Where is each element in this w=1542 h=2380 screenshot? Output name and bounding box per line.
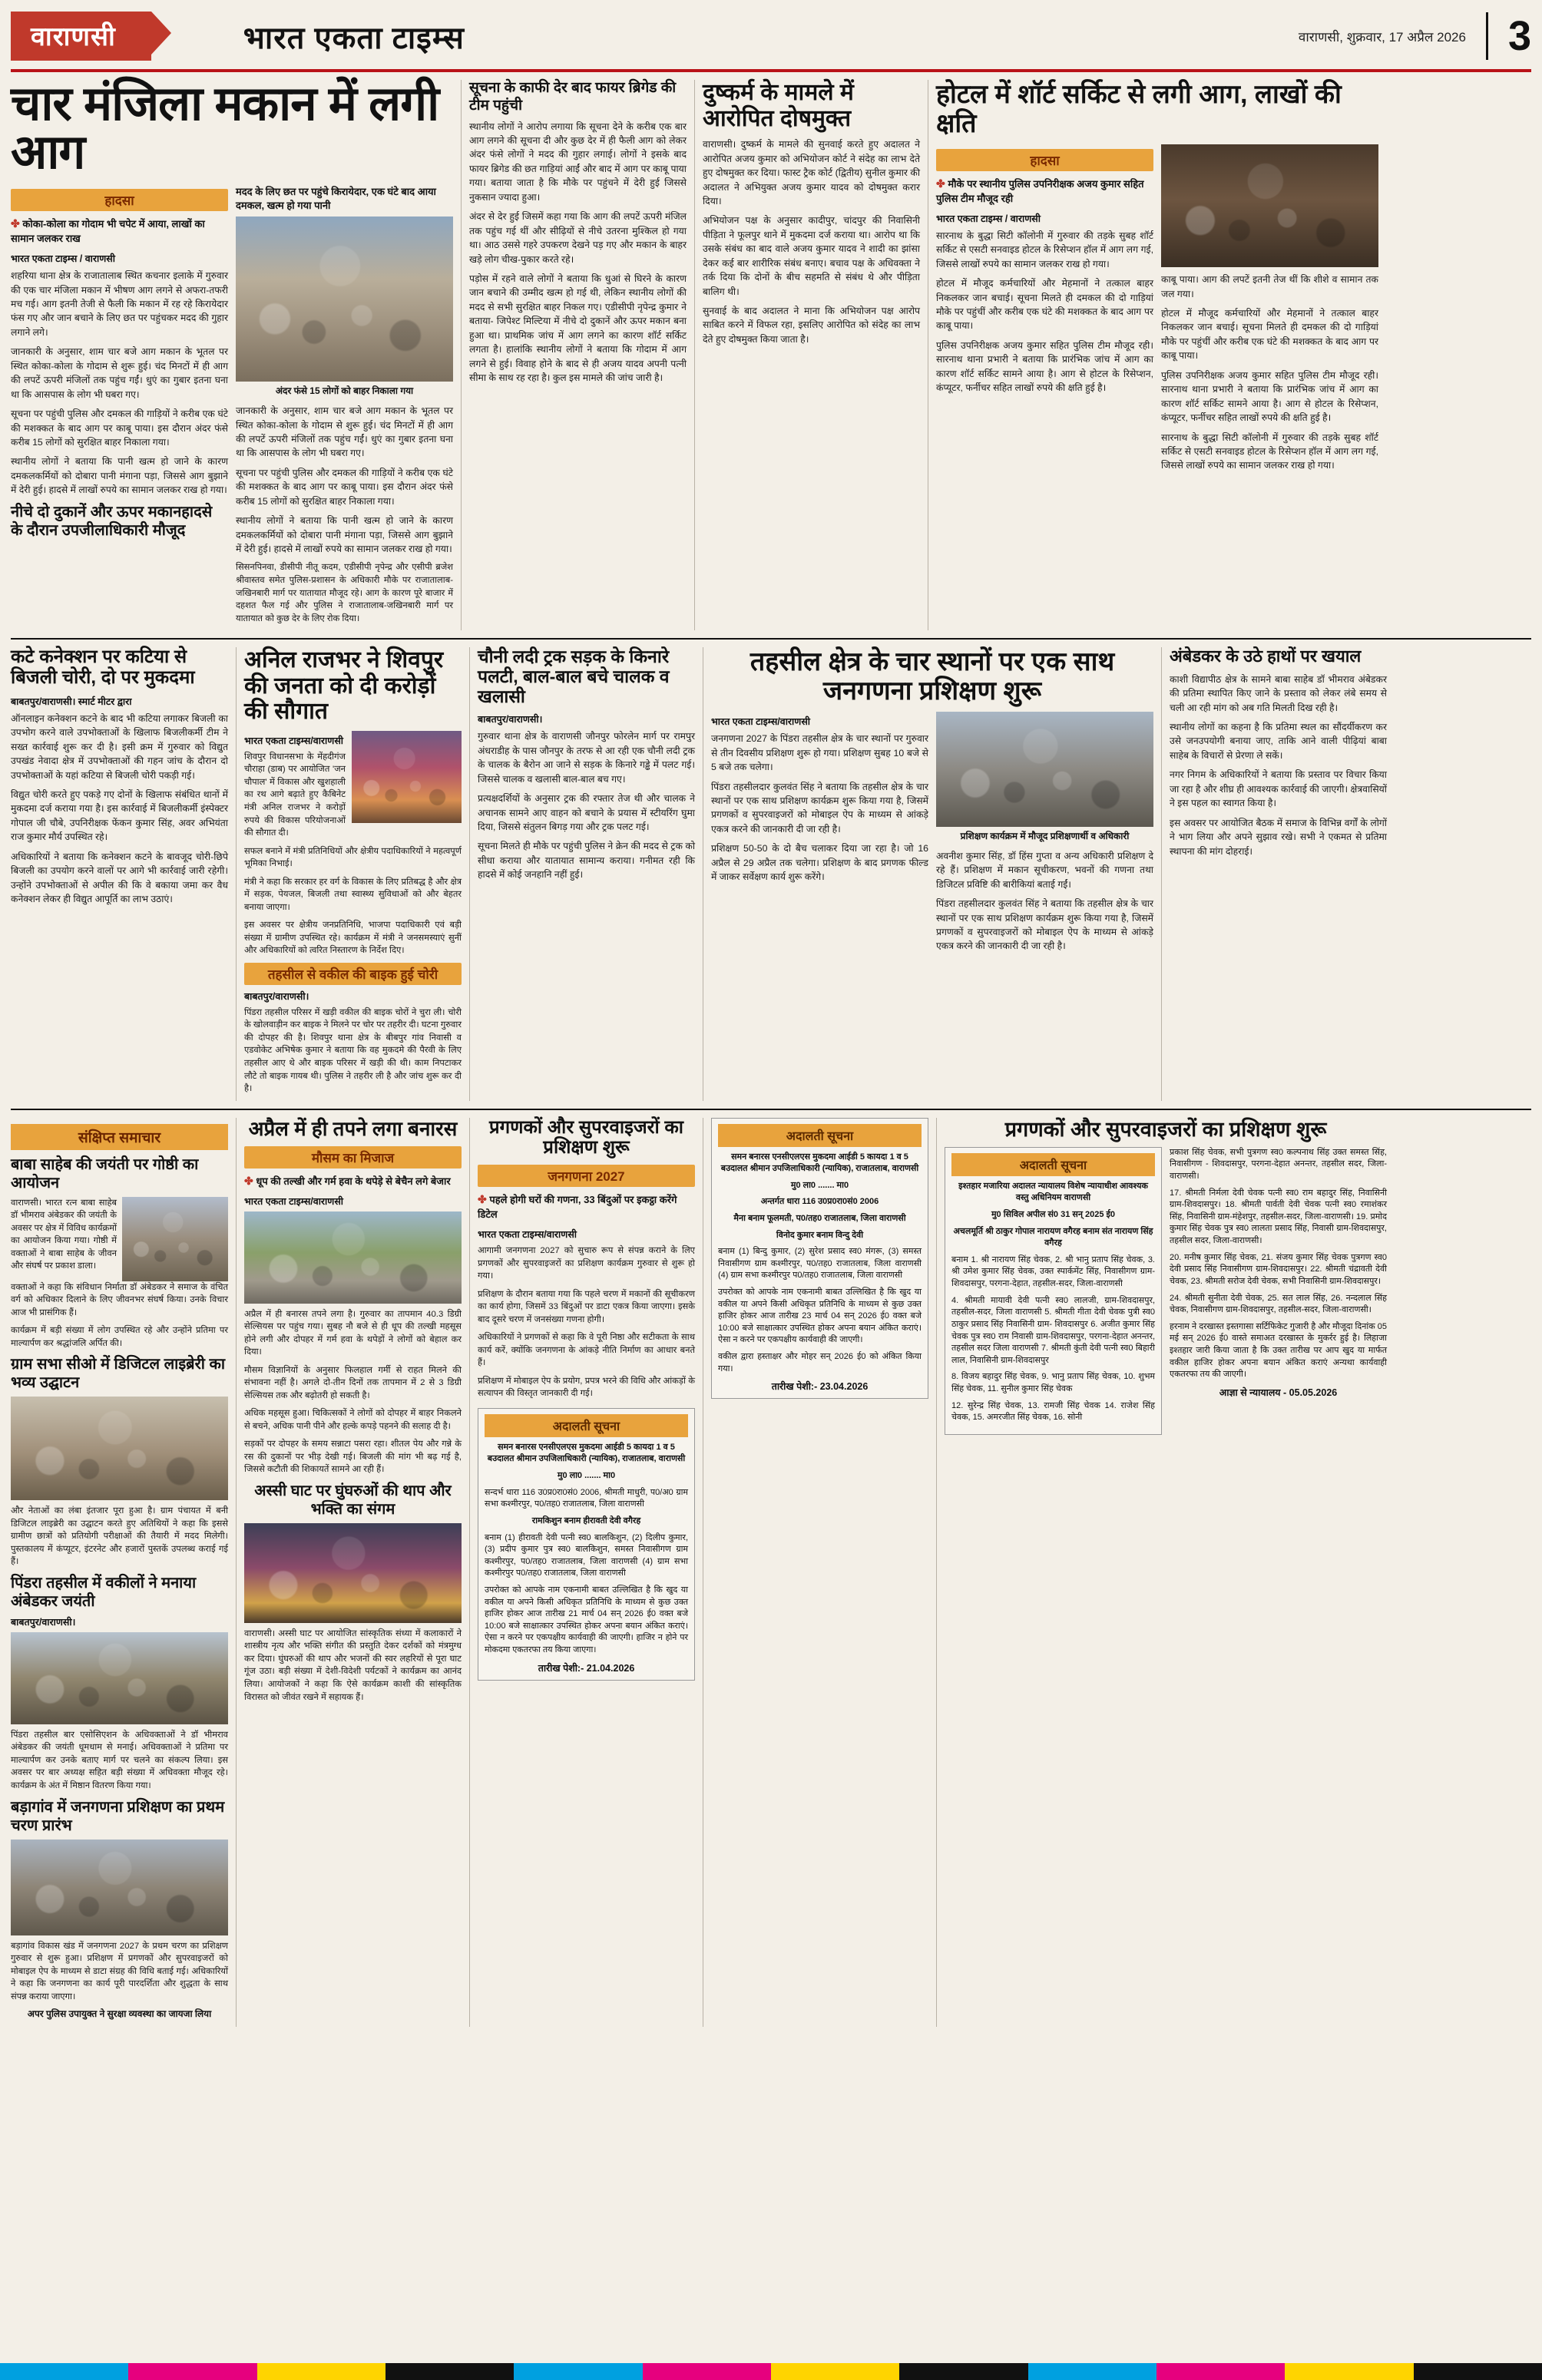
census2-para-1: प्रशिक्षण के दौरान बताया गया कि पहले चरण में मकानों की सूचीकरण का कार्य होगा, जिसमें 33 बिंदुओं पर डाटा एकत्र किया जाएगा। इसके बाद दूसरे चरण में जनसंख्या गणना होगी। [478,1289,695,1324]
notice2-line-4: विनोद कुमार बनाम विन्दु देवी [776,1230,864,1240]
notice3-line-4: 4. श्रीमती मायावी देवी पत्नी स्व0 लालजी, ग्राम-शिवदासपुर, तहसील-सदर, जिला वाराणसी 5. श्रीमती गीता देवी चेवक पुत्री स्व0 ठाकुर प्रसाद सिंह निवासिनी ग्राम- शिवदासपुर 6. अजीत कुमार सिंह चेवक पुत्र स्व0 राम निवासी ग्राम-शिवदासपुर, परगना-देहात अनन्तर, तहसील सदर जिला वाराणसी 7. श्रीमती कुंती देवी पत्नी स्व0 बिहारी लाल, निवासिनी ग्राम-शिवदासपुर [951,1295,1155,1365]
census2-para-3: प्रशिक्षण में मोबाइल ऐप के प्रयोग, प्रपत्र भरने की विधि और आंकड़ों के सत्यापन की विस्तृत जानकारी दी गई। [478,1376,695,1399]
column-divider-4 [236,647,237,1100]
notice-right-para-0: प्रकाश सिंह चेवक, सभी पुत्रगण स्व0 कल्पनाथ सिंह उक्त समस्त सिंह, निवासीगण - शिवदासपुर, परगना-देहात अनन्तर, तहसील सदर, जिला-वाराणसी। [1170,1147,1387,1182]
anil-byline: भारत एकता टाइम्स/वाराणसी [244,735,344,746]
notice2-body [718,1152,922,1376]
brief-news-band: संक्षिप्त समाचार [11,1124,228,1150]
notice1-title: अदालती सूचना [485,1414,688,1437]
hotel-para-2: पुलिस उपनिरीक्षक अजय कुमार सहित पुलिस टीम मौजूद रही। सारनाथ थाना प्रभारी ने बताया कि प्रारंभिक जांच में आग का कारण शॉर्ट सर्किट सामने आया है। आग से होटल के रिसेप्शन, कंप्यूटर, फर्नीचर सहित लाखों रुपये की क्षति हुई है। [936,339,1153,394]
notice1-line-0: समन बनारस एनसीएलएस मुकदमा आईडी 5 कायदा 1 व 5 बउदालत श्रीमान उपजिलाधिकारी (न्यायिक), राजातलाब, वाराणसी [487,1442,686,1464]
census-headline: तहसील क्षेत्र के चार स्थानों पर एक साथ जनगणना प्रशिक्षण शुरू [749,647,1115,706]
theft-para-2: अधिकारियों ने बताया कि कनेक्शन कटने के बावजूद चोरी-छिपे बिजली का उपयोग करने वालों पर आगे भी कार्रवाई जारी रहेगी। उन्होंने उपभोक्ताओं से अपील की कि वे बकाया जमा कर वैध कनेक्शन लेकर ही विद्युत आपूर्ति का लाभ उठाएं। [11,851,228,905]
ambedkar-para-1: स्थानीय लोगों का कहना है कि प्रतिमा स्थल का सौंदर्यीकरण कर उसे जनउपयोगी बनाया जाए, ताकि आने वाली पीढ़ियां बाबा साहेब के विचारों से प्रेरणा ले सकें। [1170,722,1387,761]
notice3-title: अदालती सूचना [951,1153,1155,1176]
column-divider-1 [461,80,462,630]
heat-para-1: मौसम विज्ञानियों के अनुसार फिलहाल गर्मी से राहत मिलने की संभावना नहीं है। अगले दो-तीन दिनों तक तापमान में 2 से 3 डिग्री सेल्सियस तक और बढ़ोतरी हो सकती है। [244,1365,462,1400]
lead-para-0: शहरिया थाना क्षेत्र के राजातालाब स्थित कचनार इलाके में गुरुवार की एक चार मंजिला मकान में भीषण आग लगने से अफरा-तफरी मच गई। आग इतनी तेजी से फैली कि मकान में रह रहे किरायेदार फंस गए और जान बचाने के लिए छत पर पहुंचकर मदद की गुहार लगाने लगे। [11,270,228,338]
bullet-star-icon-2: ✤ [936,177,945,190]
colorbar-seg-8 [899,2363,1027,2380]
hotel-right-para-0: होटल में मौजूद कर्मचारियों और मेहमानों ने तत्काल बाहर निकलकर जान बचाई। सूचना मिलते ही दमकल की दो गाड़ियां मौके पर पहुंचीं और करीब एक घंटे की मशक्कत के बाद आग पर काबू पाया। [1161,308,1378,362]
census2-kicker: जनगणना 2027 [478,1165,695,1187]
lead-right-para-1: सूचना पर पहुंची पुलिस और दमकल की गाड़ियों ने करीब एक घंटे की मशक्कत के बाद आग पर काबू पाया। इस दौरान अंदर फंसे करीब 15 लोगों को सुरक्षित बाहर निकाला गया। [236,467,453,507]
census2-bullet-text: पहले होगी घरों की गणना, 33 बिंदुओं पर इकट्ठा करेंगे डिटेल [478,1194,677,1221]
census2-story [478,1118,695,2027]
notice-right-para-1: 17. श्रीमती निर्मला देवी चेवक पत्नी स्व0 राम बहादुर सिंह, निवासिनी ग्राम-शिवदासपुर। 18. श्रीमती पार्वती देवी चेवक पत्नी स्व0 रमाशंकर सिंह, निवासिनी ग्राम-मंहेशपुर, तहसील-सदर, जिला-वाराणसी। 19. प्रमोद कुमार सिंह चेवक पुत्र स्व0 लालता प्रसाद सिंह, निवासी ग्राम-शिवदासपुर, तहसील सदर, जिला-वाराणसी। [1170,1188,1387,1246]
brief4-para: बड़ागांव विकास खंड में जनगणना 2027 के प्रथम चरण का प्रशिक्षण गुरुवार से शुरू हुआ। प्रशिक्षण में प्रगणकों और सुपरवाइजरों को मोबाइल ऐप के माध्यम से डाटा संग्रह की विधि बताई गई। अधिकारियों ने कहा कि जनगणना का कार्य पूरी पारदर्शिता और शुद्धता के साथ संपन्न कराया जाएगा। [11,1941,228,2002]
lead-para-3: स्थानीय लोगों ने बताया कि पानी खत्म हो जाने के कारण दमकलकर्मियों को दोबारा पानी मंगाना पड़ा, जिससे आग बुझाने में देरी हुई। हादसे में लाखों रुपये का सामान जलकर राख हो गया। [11,456,228,496]
notice-right-para-2: 20. मनीष कुमार सिंह चेवक, 21. संजय कुमार सिंह चेवक पुत्रगण स्व0 देवी प्रसाद सिंह निवासीगण ग्राम-शिवदासपुर। 22. श्रीमती चंद्रावती देवी चेवक, 23. श्रीमती सरोज देवी चेवक, सभी निवासिनी ग्राम-शिवदासपुर। [1170,1252,1387,1286]
lead-photo [236,217,453,382]
anil-headline: अनिल राजभर ने शिवपुर की जनता को दी करोड़ों की सौगात [244,647,444,725]
col3-subhead: सूचना के काफी देर बाद फायर ब्रिगेड की टीम पहुंची [469,80,677,114]
notice3-line-0: इश्तहार मजारिया अदालत न्यायालय विशेष न्यायाधीश आवश्यक वस्तु अधिनियम वाराणसी [958,1181,1148,1203]
brief4-headline: बड़ागांव में जनगणना प्रशिक्षण का प्रथम चरण प्रारंभ [11,1798,225,1834]
lead-bullet-text: कोका-कोला का गोदाम भी चपेट में आया, लाखों का सामान जलकर राख [11,218,205,245]
colorbar-seg-5 [514,2363,642,2380]
anil-para-1: मंत्री ने कहा कि सरकार हर वर्ग के विकास के लिए प्रतिबद्ध है और क्षेत्र में सड़क, पेयजल, बिजली तथा स्वास्थ्य सुविधाओं को और बेहतर बनाया जाएगा। [244,877,462,912]
city-flag: वाराणसी [11,12,151,61]
notice3-col [945,1147,1162,1441]
notice3-line-3: बनाम 1. श्री नारायण सिंह चेवक, 2. श्री भानु प्रताप सिंह चेवक, 3. श्री उमेश कुमार सिंह चेवक, उक्त स्पार्कमेंट सिंह, निवासीगण ग्राम- शिवदासपुर, परगना-देहात, तहसील-सदर, जिला-वाराणसी [951,1254,1155,1289]
dateline: वाराणसी, शुक्रवार, 17 अप्रैल 2026 [1298,29,1466,45]
brief2-headline: ग्राम सभा सीओ में डिजिटल लाइब्रेरी का भव्य उद्घाटन [11,1356,226,1392]
brief1-photo-wrap [122,1197,228,1281]
colorbar-seg-3 [257,2363,386,2380]
heat-byline: भारत एकता टाइम्स/वाराणसी [244,1195,344,1207]
notice-right-para-3: 24. श्रीमती सुनीता देवी चेवक, 25. सत लाल सिंह, 26. नन्दलाल सिंह चेवक, निवासीगण ग्राम-शिवदासपुर, तहसील-सदर, जिला-वाराणसी। [1170,1293,1387,1315]
hotel-photo [1161,144,1378,267]
anil-para-2: इस अवसर पर क्षेत्रीय जनप्रतिनिधि, भाजपा पदाधिकारी एवं बड़ी संख्या में ग्रामीण उपस्थित रहे। कार्यक्रम में मंत्री ने जनसमस्याएं सुनीं और अधिकारियों को त्वरित निस्तारण के निर्देश दिए। [244,921,462,956]
colorbar-seg-9 [1028,2363,1156,2380]
truck-para-1: प्रत्यक्षदर्शियों के अनुसार ट्रक की रफ्तार तेज थी और चालक ने अचानक सामने आए वाहन को बचाने के प्रयास में स्टीयरिंग घुमा दिया, जिससे संतुलन बिगड़ गया और ट्रक पलट गई। [478,793,695,832]
colorbar-seg-11 [1285,2363,1413,2380]
notice2-title: अदालती सूचना [718,1124,922,1147]
lead-right-para-0: जानकारी के अनुसार, शाम चार बजे आग मकान के भूतल पर स्थित कोका-कोला के गोदाम से शुरू हुई। चंद मिनटों में ही आग की लपटें ऊपरी मंजिलों तक पहुंच गईं। धुएं का गुबार इतना घना था कि आसपास के लोग भी घबरा गए। [236,405,453,459]
census-right [936,712,1153,959]
heat-para-2: अधिक महसूस हुआ। चिकित्सकों ने लोगों को दोपहर में बाहर निकलने से बचने, अधिक पानी पीने और हल्के कपड़े पहनने की सलाह दी है। [244,1409,462,1431]
notice1-line-1: मु0 ला0 ....... मा0 [557,1471,616,1481]
ghat-para: वाराणसी। अस्सी घाट पर आयोजित सांस्कृतिक संध्या में कलाकारों ने शास्त्रीय नृत्य और भक्ति संगीत की प्रस्तुति देकर दर्शकों को मंत्रमुग्ध कर दिया। घुंघरुओं की थाप और भजनों की स्वर लहरियों से पूरा घाट गूंज उठा। बड़ी संख्या में देशी-विदेशी पर्यटकों ने कार्यक्रम का आनंद लिया। आयोजकों ने कहा कि ऐसे कार्यक्रम काशी की सांस्कृतिक विरासत को जीवंत रखने में सहायक हैं। [244,1628,462,1702]
colorbar-seg-2 [128,2363,256,2380]
section-rule-2 [11,1109,1531,1110]
lead-subhead: नीचे दो दुकानें और ऊपर मकानहादसे के दौरान उपजीलाधिकारी मौजूद [11,503,213,539]
hotel-para-1: होटल में मौजूद कर्मचारियों और मेहमानों ने तत्काल बाहर निकलकर जान बचाई। सूचना मिलते ही दमकल की दो गाड़ियां मौके पर पहुंचीं और करीब एक घंटे की मशक्कत के बाद आग पर काबू पाया। [936,278,1153,332]
notice3-continued [1170,1147,1387,1381]
lead-para-2: सूचना पर पहुंची पुलिस और दमकल की गाड़ियों ने करीब एक घंटे की मशक्कत के बाद आग पर काबू पाया। इस दौरान अंदर फंसे करीब 15 लोगों को सुरक्षित बाहर निकाला गया। [11,408,228,448]
col3-truck-accident [478,647,695,1100]
census2-para-2: अधिकारियों ने प्रगणकों से कहा कि वे पूरी निष्ठा और सटीकता के साथ कार्य करें, क्योंकि जनगणना के आंकड़े नीति निर्माण का आधार बनते हैं। [478,1333,695,1368]
notice2-line-7: वकील द्वारा हस्ताक्षर और मोहर सन् 2026 ई0 को अंकित किया गया। [718,1352,922,1373]
notice3-line-1: मु0 सिविल अपील सं0 31 सन् 2025 ई0 [991,1210,1116,1220]
brief1-text [11,1197,117,1281]
colorbar-seg-12 [1414,2363,1542,2380]
ambedkar-para-3: इस अवसर पर आयोजित बैठक में समाज के विभिन्न वर्गों के लोगों ने भाग लिया और अपने सुझाव रखे। सभी ने एकमत से प्रतिमा स्थापना की मांग दोहराई। [1170,817,1387,857]
notice-box-1 [478,1408,695,1681]
notice1-date: तारीख पेशी:- 21.04.2026 [538,1662,635,1674]
lead-sub-para: सिसनपिनवा, डीसीपी नीतू कदम, एडीसीपी नृपेन्द्र और एसीपी ब्रजेश श्रीवास्तव समेत पुलिस-प्रशासन के अधिकारी मौके पर राजातालाब-जखिनबारी मार्ग पर यातायात मौजूद रहे। आग के कारण पूरे बाजार में दहशत फैल गई और पुलिस ने राजातालाब-जखिनबारी मार्ग पर यातायात को कुछ देर के लिए रोक दिया। [236,563,453,623]
brief3-photo [11,1632,228,1724]
masthead-divider [1486,12,1488,60]
notice3-body [951,1181,1155,1424]
brief1-para-2: कार्यक्रम में बड़ी संख्या में लोग उपस्थित रहे और उन्होंने प्रतिमा पर माल्यार्पण कर श्रद्धांजलि अर्पित की। [11,1326,228,1348]
notice2-line-1: मु0 ला0 ....... मा0 [790,1180,849,1190]
lead-photo-caption: अंदर फंसे 15 लोगों को बाहर निकाला गया [275,385,414,397]
census-photo-caption: प्रशिक्षण कार्यक्रम में मौजूद प्रशिक्षणार्थी व अधिकारी [960,831,1130,842]
theft-para-1: विद्युत चोरी करते हुए पकड़े गए दोनों के खिलाफ संबंधित थानों में मुकदमा दर्ज कराया गया है। इस कार्रवाई में बिजलीकर्मी इंस्पेक्टर गोपाल जी चौबे, उपनिरीक्षक फेंकन कुमार सिंह, अवर अभियंता राज कुमार मौर्य उपस्थित रहे। [11,789,228,843]
col3-para-1: अंदर से देर हुई जिसमें कहा गया कि आग की लपटें ऊपरी मंजिल तक पहुंच गई थीं और सीढ़ियों से नीचे उतरना मुश्किल हो गया था। आठ उससे गहरे उपकरण देखने पड़ गए और मकान के बाहर खड़े लोग चीख-पुकार करते रहे। [469,211,687,265]
column-divider-2 [694,80,695,630]
brief2-para: और नेताओं का लंबा इंतजार पूरा हुआ है। ग्राम पंचायत में बनी डिजिटल लाइब्रेरी का उद्घाटन करते हुए अतिथियों ने कहा कि इससे ग्रामीण छात्रों को प्रतियोगी परीक्षाओं की तैयारी में मदद मिलेगी। पुस्तकालय में कंप्यूटर, इंटरनेट और हजारों पुस्तकें उपलब्ध कराई गई हैं। [11,1506,228,1567]
brief3-para: पिंडरा तहसील बार एसोसिएशन के अधिवक्ताओं ने डॉ भीमराव अंबेडकर की जयंती धूमधाम से मनाई। अधिवक्ताओं ने प्रतिमा पर माल्यार्पण कर उनके बताए मार्ग पर चलने का संकल्प लिया। इस अवसर पर बार अध्यक्ष सहित बड़ी संख्या में अधिवक्ता मौजूद रहे। कार्यक्रम के अंत में मिष्ठान वितरण किया गया। [11,1730,228,1790]
census-byline: भारत एकता टाइम्स/वाराणसी [711,716,811,728]
truck-headline: चौनी लदी ट्रक सड़क के किनारे पलटी, बाल-बाल बचे चालक व खलासी [478,646,670,706]
ambedkar-para-2: नगर निगम के अधिकारियों ने बताया कि प्रस्ताव पर विचार किया जा रहा है और शीघ्र ही आवश्यक कार्रवाई की जाएगी। क्षेत्रवासियों ने इस पहल का स्वागत किया है। [1170,769,1387,809]
brief3-byline: बाबतपुर/वाराणसी। [11,1616,76,1628]
heat-para-3: सड़कों पर दोपहर के समय सन्नाटा पसरा रहा। शीतल पेय और गन्ने के रस की दुकानों पर भीड़ देखी गई। बिजली की मांग भी बढ़ गई है, जिससे कटौती की शिकायतें सामने आ रही हैं। [244,1440,462,1475]
census-para-2: अवनीश कुमार सिंह, डॉ हिंस गुप्ता व अन्य अधिकारी प्रशिक्षण दे रहे हैं। प्रशिक्षण में मकान सूचीकरण, भवनों की गणना तथा डिजिटल प्रविष्टि की बारीकियां बताई गईं। [936,850,1153,890]
notice2-line-6: उपरोक्त को आपके नाम एकनामी बाबत उल्लिखित है कि खुद या वकील या अपने किसी अधिकृत प्रतिनिधि के माध्यम से कुछ उक्त हाजिर होकर आज तारीख 23 मार्च 04 सन् 2026 ई0 वक्त बजे 10:00 बजे साक्षात्कार उपस्थित होकर अपना बयान अंकित कराएं। ऐसा न करने पर एकपक्षीय कार्यवाही की जाएगी। [718,1288,922,1345]
notice1-line-3: रामकिशुन बनाम हीरावती देवी वगैरह [531,1516,641,1526]
col7-ambedkar-statue [1170,647,1387,1100]
census2-byline: भारत एकता टाइम्स/वाराणसी [478,1229,577,1240]
colorbar-seg-7 [771,2363,899,2380]
notice-column-2 [711,1118,928,2027]
colorbar-seg-6 [643,2363,771,2380]
page-number: 3 [1507,13,1531,59]
hotel-right-para-1: पुलिस उपनिरीक्षक अजय कुमार सहित पुलिस टीम मौजूद रही। सारनाथ थाना प्रभारी ने बताया कि प्रारंभिक जांच में आग का कारण शॉर्ट सर्किट सामने आया है। आग से होटल के रिसेप्शन, कंप्यूटर, फर्नीचर सहित लाखों रुपये की क्षति हुई है। [1161,369,1378,424]
hotel-byline: भारत एकता टाइम्स / वाराणसी [936,213,1041,224]
anil-para-0: शिवपुर विधानसभा के मेंहदीगंज चौराहा (डाब) पर आयोजित 'जन चौपाल' में विकास और खुशहाली का रथ आगे बढ़ाते हुए कैबिनेट मंत्री अनिल राजभर ने करोड़ों रुपये की विकास परियोजनाओं की सौगात दी। [244,752,346,838]
truck-para-0: गुरुवार थाना क्षेत्र के वाराणसी जौनपुर फोरलेन मार्ग पर रामपुर अंधराडीह के पास जौनपुर के तरफ से आ रही एक चौनी लदी ट्रक के चालक के बैरोन आ जाने से सड़क के किनारे गड्ढे में पलट गई। जिससे चालक व खलासी बाल-बाल बच गए। [478,731,695,785]
col3-fire-detail [469,80,687,630]
notice2-line-3: मैना बनाम फूलमती, प0/तह0 राजातलाब, जिला वाराणसी [733,1214,906,1223]
col4-headline: दुष्कर्म के मामले में आरोपित दोषमुक्त [703,80,854,131]
masthead [11,8,1531,72]
notice2-line-0: समन बनारस एनसीएलएस मुकदमा आईडी 5 कायदा 1 व 5 बउदालत श्रीमान उपजिलाधिकारी (न्यायिक), राजातलाब, वाराणसी [720,1152,919,1174]
brief4-caption: अपर पुलिस उपायुक्त ने सुरक्षा व्यवस्था का जायजा लिया [27,2008,212,2020]
hotel-bullets [936,176,1153,207]
heat-story [244,1118,462,2027]
brief2-photo [11,1397,228,1500]
lead-left-col [11,184,228,630]
bottom-right-block [945,1118,1387,2027]
column-divider-9 [469,1118,470,2027]
theft-headline: कटे कनेक्शन पर कटिया से बिजली चोरी, दो पर मुकदमा [11,646,195,688]
bullet-star-icon: ✤ [11,217,20,230]
heat-bullet-text: धूप की तल्खी और गर्म हवा के थपेड़े से बेचैन लगे बेजार [256,1175,451,1187]
lead-para-1: जानकारी के अनुसार, शाम चार बजे आग मकान के भूतल पर स्थित कोका-कोला के गोदाम से शुरू हुई। चंद मिनटों में ही आग की लपटें ऊपरी मंजिलों तक पहुंच गईं। धुएं का गुबार इतना घना था कि आसपास के लोग भी घबरा गए। [11,346,228,400]
brief3-headline: पिंडरा तहसील में वकीलों ने मनाया अंबेडकर जयंती [11,1574,197,1610]
colorbar-seg-1 [0,2363,128,2380]
brief4-photo [11,1840,228,1935]
ghat-photo [244,1523,462,1623]
heat-para-0: अप्रैल में ही बनारस तपने लगा है। गुरुवार का तापमान 40.3 डिग्री सेल्सियस पर पहुंच गया। सुबह नौ बजे से ही धूप की तल्खी महसूस होने लगी और दोपहर में गर्म हवा के थपेड़ों ने लोगों को बेहाल कर दिया। [244,1309,462,1357]
notice3-continued-col [1170,1147,1387,1441]
middle-section [11,647,1531,1100]
bike-theft-kicker: तहसील से वकील की बाइक हुई चोरी [244,963,462,985]
notice3-line-5: 8. विजय बहादुर सिंह चेवक, 9. भानु प्रताप सिंह चेवक, 10. शुभम सिंह चेवक, 11. सुनील कुमार सिंह चेवक [951,1372,1155,1393]
census-para-0: जनगणना 2027 के पिंडरा तहसील क्षेत्र के चार स्थानों पर गुरुवार से तीन दिवसीय प्रशिक्षण शुरू हो गया। प्रशिक्षण सुबह 10 बजे से 5 बजे तक चलेगा। [711,733,928,773]
col4-para-2: सुनवाई के बाद अदालत ने माना कि अभियोजन पक्ष आरोप साबित करने में विफल रहा, इसलिए आरोपित को संदेह का लाभ देते हुए दोषमुक्त किया जाता है। [703,306,920,345]
hotel-photo-caption: काबू पाया। आग की लपटें इतनी तेज थीं कि शीशे व सामान तक जल गया। [1161,274,1378,299]
lead-story [11,80,453,630]
notice1-line-2: सन्दर्भ धारा 116 उ0प्र0रा0सं0 2006, श्रीमती माधुरी, प0/अ0 ग्राम सभा कश्मीरपुर, प0/तह0 राजातलाब, जिला वाराणसी [485,1487,688,1509]
bike-theft-byline: बाबतपुर/वाराणसी। [244,990,309,1002]
bullet-star-icon-4: ✤ [478,1193,487,1206]
lead-right-col [236,184,453,630]
notice1-line-4: बनाम (1) हीरावती देवी पत्नी स्व0 बालकिशुन, (2) दिलीप कुमार, (3) प्रदीप कुमार पुत्र स्व0 बालकिशुन, समस्त निवासीगण ग्राम कश्मीरपुर, प0/तह0 राजातलाब, जिला वाराणसी (4) ग्राम सभा कश्मीरपुर प0/तह0 राजातलाब, जिला वाराणसी [485,1532,688,1578]
col4-census-training [711,647,1153,1100]
brief1-photo [122,1197,228,1281]
hotel-left [936,144,1153,478]
notice1-line-5: उपरोक्त को आपके नाम एकनामी बाबत उल्लिखित है कि खुद या वकील या अपने किसी अधिकृत प्रतिनिधि के माध्यम से कुछ उक्त हाजिर होकर आज तारीख 21 मार्च 04 सन् 2026 ई0 वक्त बजे 10:00 बजे साक्षात्कार उपस्थित होकर अपना बयान अंकित कराएं। ऐसा न करने पर एकपक्षीय कार्यवाही की जाएगी। हाजिर न होने पर मोकदमा एकतरफा तय किया जाएगा। [485,1585,688,1654]
notice2-date: तारीख पेशी:- 23.04.2026 [771,1381,869,1393]
masthead-right [1299,12,1531,60]
heat-bullets [244,1173,462,1189]
heat-headline: अप्रैल में ही तपने लगा बनारस [248,1116,458,1140]
notice1-body [485,1442,688,1657]
notice-right-para-4: हरनाम ने दरखास्त इस्तगासा सर्टिफिकेट गुजारी है और मौजूदा दिनांक 05 मई सन् 2026 ई0 वास्ते समाअत दरखास्त के मुकर्रर हुई है। लिहाजा इश्तहार जारी किया जाता है कि उक्त तारीख पर आप खुद या मार्फत वकील हाजिर होकर अपना बयान अंकित कराएं अन्यथा कार्यवाही एकतरफा तय की जाएगी। [1170,1321,1387,1380]
bullet-star-icon-3: ✤ [244,1174,253,1187]
notice3-line-6: 12. सुरेन्द्र सिंह चेवक, 13. रामजी सिंह चेवक 14. राजेश सिंह चेवक, 15. अमरजीत सिंह चेवक, 16. सोनी [951,1400,1155,1423]
top-section [11,80,1531,630]
anil-text-left [244,731,346,845]
hotel-right-para-2: सारनाथ के बुद्धा सिटी कॉलोनी में गुरुवार की तड़के सुबह शॉर्ट सर्किट से एसटी सनवाइड होटल के रिसेप्शन हॉल में आग लग गई, जिससे लाखों रुपये का सामान जलकर राख हो गया। [1161,431,1378,471]
brief1-headline: बाबा साहेब की जयंती पर गोष्ठी का आयोजन [11,1155,199,1192]
brief1-para-1: वक्ताओं ने कहा कि संविधान निर्माता डॉ अंबेडकर ने समाज के वंचित वर्ग को अधिकार दिलाने के लिए जीवनभर संघर्ष किया। उनके विचार आज भी प्रासंगिक हैं। [11,1282,228,1317]
column-divider-8 [236,1118,237,2027]
notice3-line-2: अचलमूर्ति श्री ठाकुर गोपाल नारायण वगैरह बनाम संत नारायण सिंह वगैरह [953,1226,1153,1248]
theft-byline: बाबतपुर/वाराणसी। स्मार्ट मीटर द्वारा [11,696,132,707]
heat-photo [244,1211,462,1304]
notice-right-date: आज्ञा से न्यायालय - 05.05.2026 [1219,1387,1338,1398]
lead-kicker: हादसा [11,189,228,211]
section-rule-1 [11,638,1531,640]
census-para-3: प्रशिक्षण 50-50 के दो बैच चलाकर दिया जा रहा है। जो 16 अप्रैल से 29 अप्रैल तक चलेगा। प्रशिक्षण के बाद प्रगणक फील्ड में जाकर सर्वेक्षण कार्य शुरू करेंगे। [711,843,928,883]
lead-bullets [11,216,228,246]
lead-headline: चार मंजिला मकान में लगी आग [11,78,439,180]
paper-title: भारत एकता टाइम्स [243,21,465,55]
anil-photo [352,731,462,823]
notice-box-3 [945,1147,1162,1435]
hotel-right [1161,144,1378,478]
hotel-para-0: सारनाथ के बुद्धा सिटी कॉलोनी में गुरुवार की तड़के सुबह शॉर्ट सर्किट से एसटी सनवाइड होटल के रिसेप्शन हॉल में आग लग गई, जिससे लाखों रुपये का सामान जलकर राख हो गया। [936,230,1153,269]
census3-headline: प्रगणकों और सुपरवाइजरों का प्रशिक्षण शुरू [1004,1117,1327,1141]
ambedkar-headline: अंबेडकर के उठे हाथों पर खयाल [1170,646,1362,666]
col3-para-0: स्थानीय लोगों ने आरोप लगाया कि सूचना देने के करीब एक बार आग लगने की सूचना दी और कुछ देर में ही फैली आग को लेकर अंदर फंसे लोगों ने मदद की गुहार लगाई। लोगों ने इसके बाद फायर ब्रिगेड की छत गाड़ियां आईं और बाद में आग पर काबू पाया गया। बताया जाता है कि मौके पर पहुंचने में देरी हुई जिससे नुकसान ज्यादा हुआ। [469,121,687,203]
census-para-1b: पिंडरा तहसीलदार कुलवंत सिंह ने बताया कि तहसील क्षेत्र के चार स्थानों पर एक साथ प्रशिक्षण कार्यक्रम शुरू किया गया है, जिसमें प्रगणकों व सुपरवाइजरों को मोबाइल ऐप के माध्यम से आंकड़े एकत्र करने की जानकारी दी जा रही है। [936,898,1153,952]
hotel-headline: होटल में शॉर्ट सर्किट से लगी आग, लाखों की क्षति [936,80,1342,139]
census2-para-0: आगामी जनगणना 2027 को सुचारु रूप से संपन्न कराने के लिए प्रगणकों और सुपरवाइजरों का प्रशिक्षण कार्यक्रम गुरुवार से शुरू हो गया। [478,1246,695,1281]
col3-para-2: पड़ोस में रहने वाले लोगों ने बताया कि धुआं से घिरने के कारण जान बचाने की उम्मीद खत्म हो गई थी, लेकिन स्थानीय लोगों की मदद से सभी सुरक्षित बाहर निकल गए। एडीसीपी नृपेन्द्र कुमार ने बताया- जिपेश्ट मिल्टिया में नीचे दो दुकानें और ऊपर मकान बना हुआ था। प्राथमिक जांच में आग लगने का कारण शॉर्ट सर्किट लगता है। हालांकि स्थानीय लोगों ने बताया कि गोदाम में आग लगने से हुई। विवाह होने के बाद से ही अजय यादव अपनी पत्नी सीमा के साथ रह रहा है। कुल इस मामले की जांच जारी है। [469,273,687,384]
hotel-bullet-text: मौके पर स्थानीय पुलिस उपनिरीक्षक अजय कुमार सहित पुलिस टीम मौजूद रही [936,178,1144,204]
notice-box-2 [711,1118,928,1400]
theft-para-0: ऑनलाइन कनेक्शन कटने के बाद भी कटिया लगाकर बिजली का उपभोग करने वाले उपभोक्ताओं के खिलाफ बिजलीकर्मी टीम ने सख्त कार्रवाई शुरू कर दी है। इसी क्रम में गुरुवार को विद्युत उपखंड नेवादा क्षेत्र में उपभोक्ताओं की गहन जांच के दौरान दो उपभोक्ताओं के यहां कटिया से बिजली चोरी पकड़ी गई। [11,712,228,781]
col5-hotel-story [936,80,1378,630]
anil-photo-wrap [352,731,462,845]
column-divider-7 [1161,647,1162,1100]
lead-deck: मदद के लिए छत पर पहुंचे किरायेदार, एक घंटे बाद आया दमकल, खत्म हो गया पानी [236,186,436,212]
brief1-para-0: वाराणसी। भारत रत्न बाबा साहेब डॉ भीमराव अंबेडकर की जयंती के अवसर पर क्षेत्र में विविध कार्यक्रमों का आयोजन किया गया। गोष्ठी में वक्ताओं ने बाबा साहेब के जीवन और संघर्ष पर प्रकाश डाला। [11,1198,117,1271]
col4-para-1: अभियोजन पक्ष के अनुसार कादीपुर, चांदपुर की निवासिनी पीड़िता ने फूलपुर थाने में मुकदमा दर्ज कराया था। आरोप था कि उसके संबंध का बाद वाले अजय कुमार यादव ने शादी का झांसा देकर कई बार शारीरिक संबंध बनाए। बचाव पक्ष के अधिवक्ता ने तर्क दिया कि दोनों के बीच सहमति से संबंध थे और पीड़िता बालिग थी। [703,215,920,297]
bottom-section [11,1118,1531,2027]
census-para-1: पिंडरा तहसीलदार कुलवंत सिंह ने बताया कि तहसील क्षेत्र के चार स्थानों पर एक साथ प्रशिक्षण कार्यक्रम शुरू किया गया है, जिसमें प्रगणकों व सुपरवाइजरों को मोबाइल ऐप के माध्यम से आंकड़े एकत्र करने की जानकारी दी जा रही है। [711,781,928,835]
hotel-kicker: हादसा [936,149,1153,171]
census-left [711,712,928,959]
census2-headline: प्रगणकों और सुपरवाइजरों का प्रशिक्षण शुरू [488,1116,684,1159]
colorbar-seg-10 [1156,2363,1285,2380]
lead-byline: भारत एकता टाइम्स / वाराणसी [11,253,115,265]
notice2-line-5: बनाम (1) बिन्दु कुमार, (2) सुरेश प्रसाद स्व0 मंगरू, (3) समस्त निवासीगण ग्राम कश्मीरपुर, प0/तह0 राजातलाब, जिला वाराणसी (4) ग्राम सभा कश्मीरपुर प0/तह0 राजातलाब, जिला वाराणसी [718,1247,922,1281]
ghat-headline: अस्सी घाट पर घुंघरुओं की थाप और भक्ति का संगम [254,1482,452,1518]
census2-bullets [478,1192,695,1222]
heat-kicker: मौसम का मिजाज [244,1146,462,1169]
anil-photo-caption: सफल बनाने में मंत्री प्रतिनिधियों और क्षेत्रीय पदाधिकारियों ने महत्वपूर्ण भूमिका निभाई। [244,846,462,869]
col4-para-0: वाराणसी। दुष्कर्म के मामले की सुनवाई करते हुए अदालत ने आरोपित अजय कुमार को अभियोजन कोर्ट ने संदेह का लाभ देते हुए दोषमुक्त कर दिया। फास्ट ट्रैक कोर्ट (द्वितीय) सुनील कुमार की अदालत ने अभियुक्त अजय कुमार यादव को दोषमुक्त करार दिया। [703,139,920,207]
brief-news-column [11,1118,228,2027]
color-registration-bar [0,2363,1542,2380]
col1-electricity-theft [11,647,228,1100]
colorbar-seg-4 [386,2363,514,2380]
lead-right-para-2: स्थानीय लोगों ने बताया कि पानी खत्म हो जाने के कारण दमकलकर्मियों को दोबारा पानी मंगाना पड़ा, जिससे आग बुझाने में देरी हुई। हादसे में लाखों रुपये का सामान जलकर राख हो गया। [236,515,453,554]
col4-court-story [703,80,920,630]
census-photo [936,712,1153,827]
col2-anil-rajbhar [244,647,462,1100]
ambedkar-para-0: काशी विद्यापीठ क्षेत्र के सामने बाबा साहेब डॉ भीमराव अंबेडकर की प्रतिमा स्थापित किए जाने के प्रस्ताव को लेकर लंबे समय से चली आ रही मांग को अब गति मिलती दिख रही है। [1170,673,1387,713]
truck-para-2: सूचना मिलते ही मौके पर पहुंची पुलिस ने क्रेन की मदद से ट्रक को सीधा कराया और यातायात सामान्य कराया। गनीमत रही कि हादसे में कोई जनहानि नहीं हुई। [478,841,695,881]
bike-theft-para: पिंडरा तहसील परिसर में खड़ी वकील की बाइक चोरों ने चुरा ली। चोरी के खोलवाड़ीन कर बाइक ने मिलने पर चोर पर तहरीर दी। घटना गुरुवार की दोपहर की है। शिवपुर थाना क्षेत्र के बीबपुर गांव निवासी व एडवोकेट अभिषेक कुमार ने बताया कि वह मुकदमे की पैरवी के लिए तहसील आए थे और बाइक परिसर में खड़ी की थी। काम निपटाकर लौटे तो बाइक गायब थी। पुलिस ने तहरीर ली है और जांच शुरू कर दी है। [244,1007,462,1094]
column-divider-11 [936,1118,937,2027]
notice2-line-2: अन्तर्गत धारा 116 उ0प्र0रा0सं0 2006 [760,1197,879,1207]
truck-byline: बाबतपुर/वाराणसी। [478,714,543,726]
column-divider-5 [469,647,470,1100]
